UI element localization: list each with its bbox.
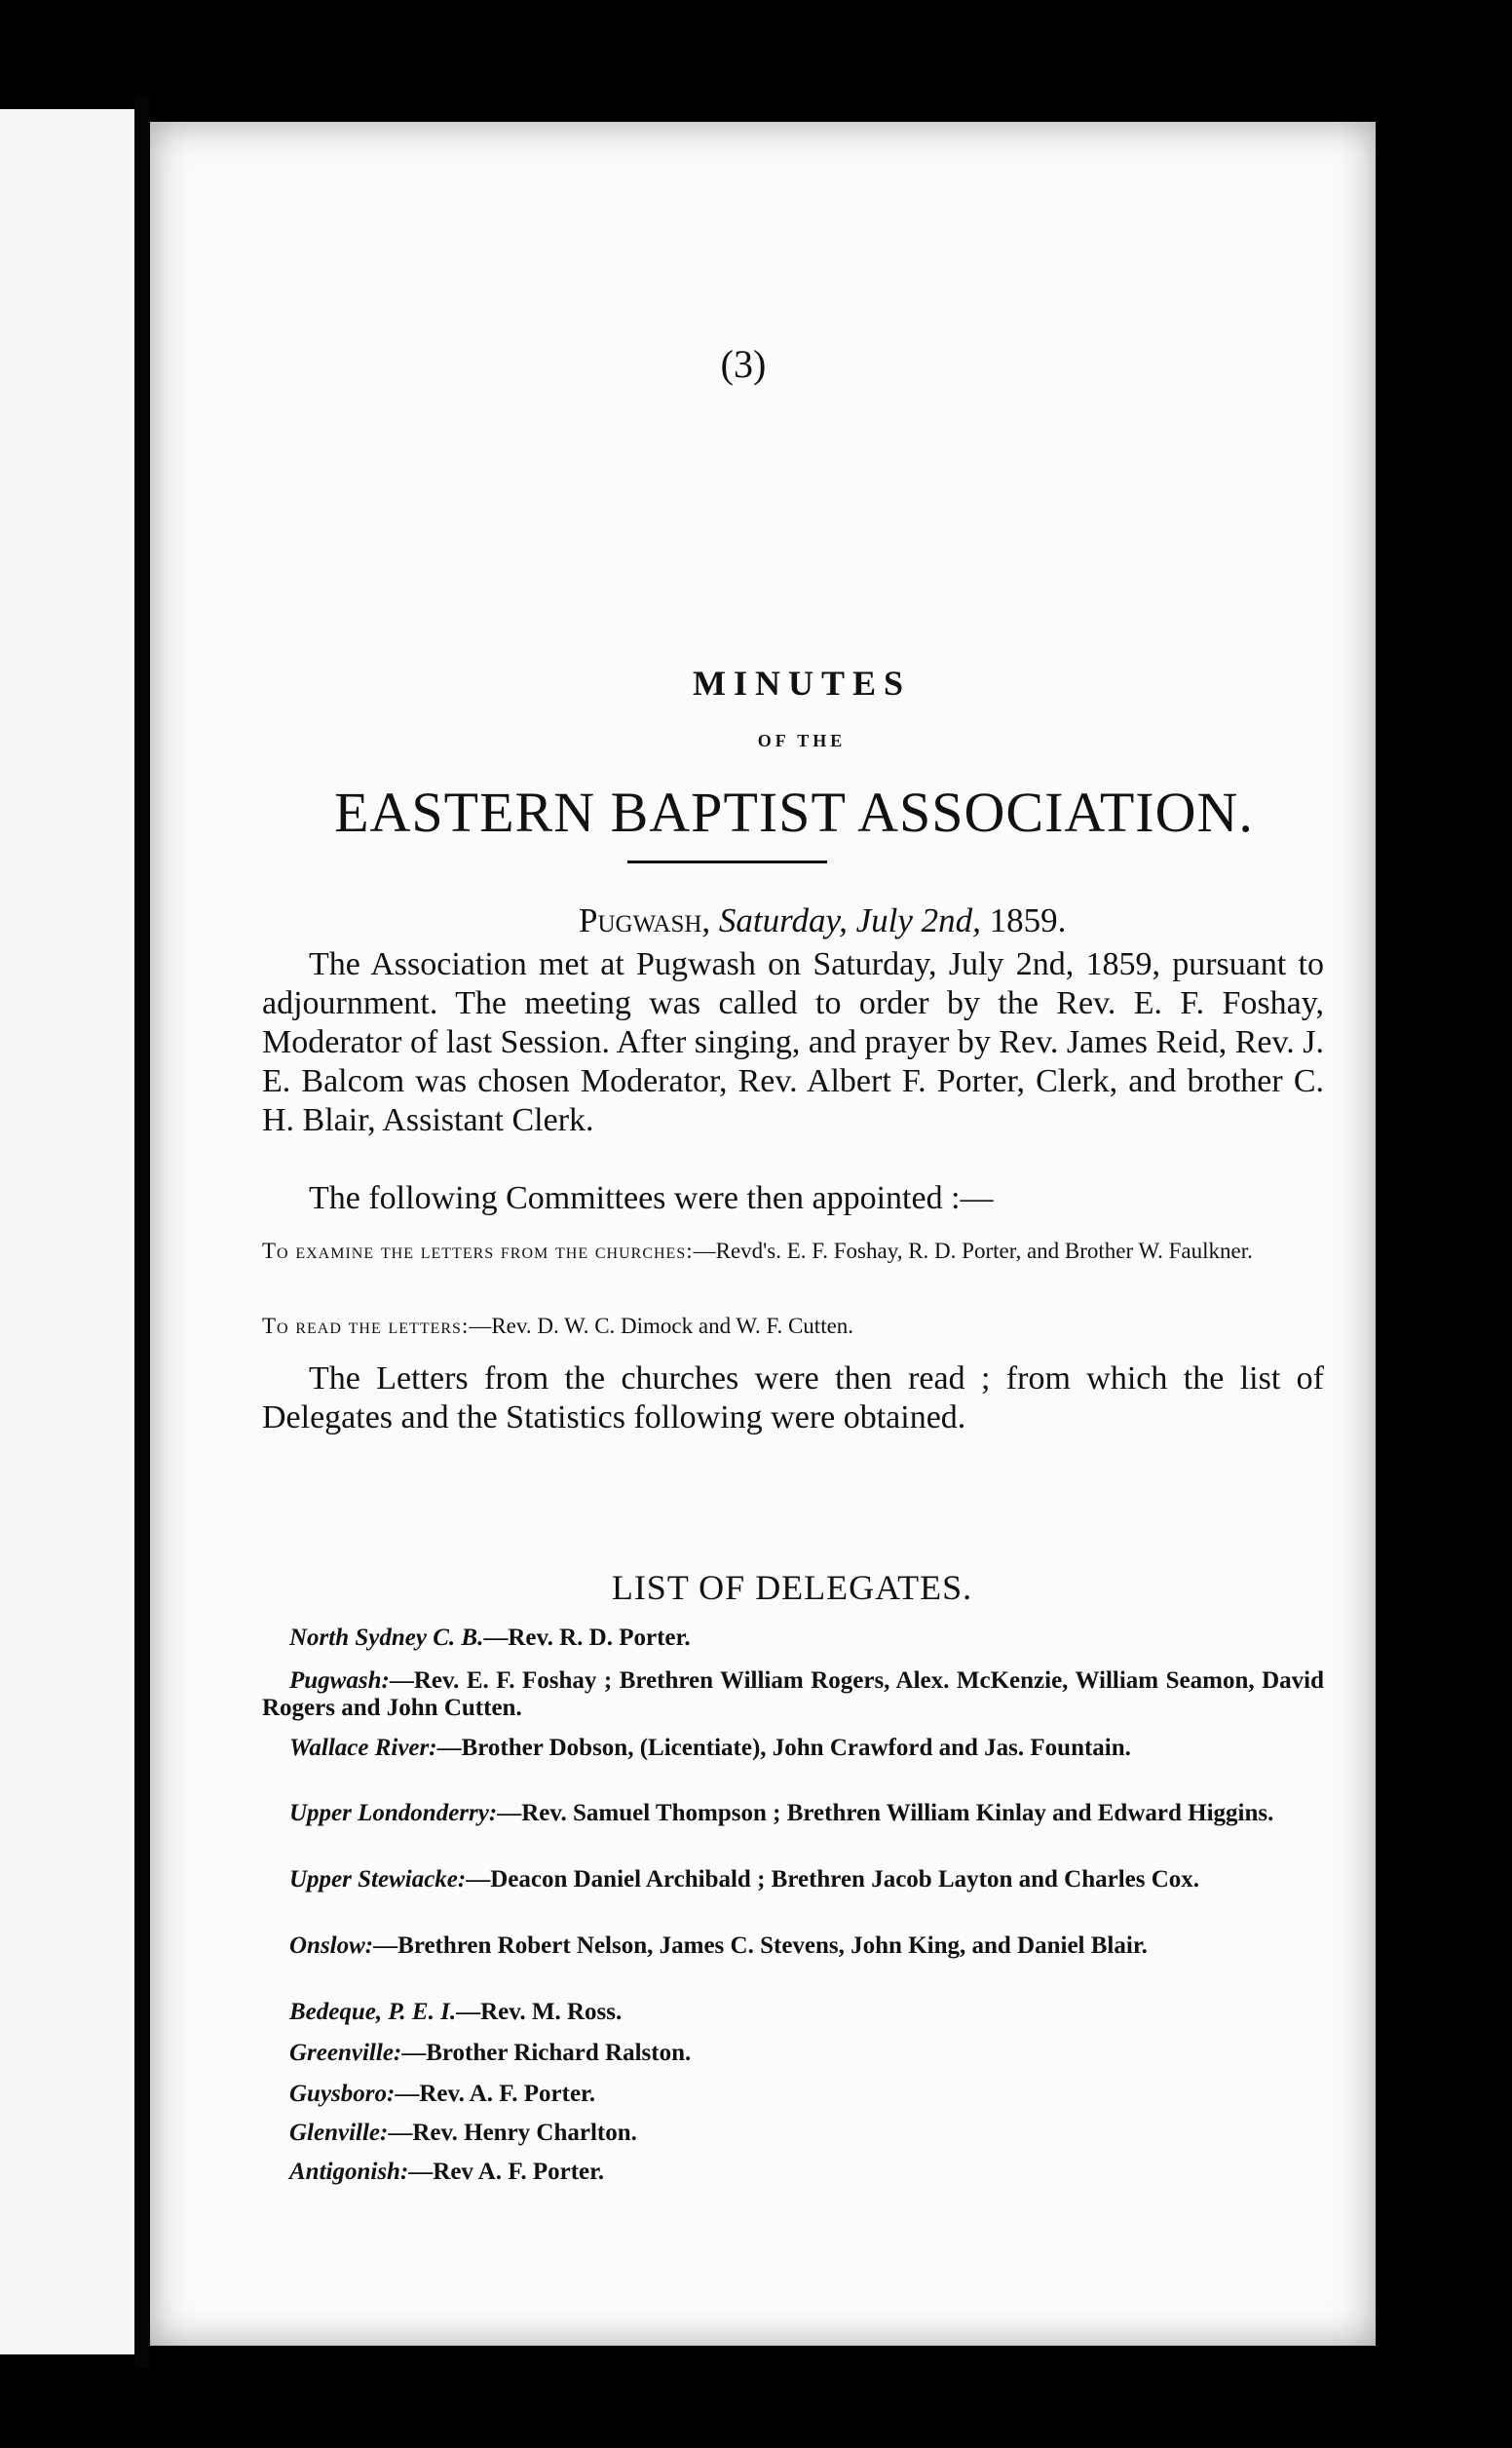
delegate-entry — [262, 2159, 1324, 2186]
delegate-entry — [262, 1866, 1324, 1893]
delegate-names: —Brethren Robert Nelson, James C. Stevens, John King, and Daniel Blair. — [373, 1932, 1148, 1959]
delegate-names: —Rev. M. Ross. — [456, 1999, 623, 2025]
delegate-church: Wallace River: — [289, 1735, 437, 1761]
delegate-names: —Rev. Samuel Thompson ; Brethren William Kinlay and Edward Higgins. — [497, 1800, 1274, 1826]
delegate-church: Upper Londonderry: — [289, 1800, 498, 1826]
dateline-date: Saturday, July 2nd, — [718, 901, 981, 939]
title-rule — [627, 861, 827, 863]
committee-examine — [262, 1238, 1351, 1265]
delegate-church: North Sydney C. B. — [289, 1625, 484, 1651]
delegate-church: Upper Stewiacke: — [289, 1866, 467, 1893]
delegate-names: —Deacon Daniel Archibald ; Brethren Jacob Layton and Charles Cox. — [466, 1866, 1200, 1893]
title-of-the: OF THE — [757, 731, 847, 750]
committee-members: —Revd's. E. F. Foshay, R. D. Porter, and Brother W. Faulkner. — [693, 1239, 1253, 1263]
committee-lead: To examine the letters from the churches: — [262, 1239, 694, 1263]
delegate-entry — [262, 2081, 1324, 2108]
paragraph-opening: The Association met at Pugwash on Saturday, July 2nd, 1859, pursuant to adjournment. The meeting was called to order by the Rev. E. F. Foshay, Moderator of last Session. After singing, and prayer by Rev. James Reid, Rev. J. E. Balcom was chosen Moderator, Rev. Albert F. Porter, Clerk, and brother C. H. Blair, Assistant Clerk. — [262, 946, 1325, 1138]
delegate-church: Pugwash: — [289, 1667, 390, 1694]
delegate-entry — [262, 2040, 1324, 2067]
delegate-church: Onslow: — [289, 1932, 374, 1959]
delegate-names: —Rev. A. F. Porter. — [395, 2081, 596, 2107]
paragraph-letters: The Letters from the churches were then read ; from which the list of Delegates and the Statistics following were obtained. — [262, 1360, 1324, 1435]
committee-read — [262, 1313, 1351, 1340]
delegate-church: Antigonish: — [289, 2159, 409, 2185]
facing-page-edge — [0, 109, 134, 2354]
list-of-delegates-heading: LIST OF DELEGATES. — [611, 1568, 973, 1607]
title-minutes: MINUTES — [692, 664, 912, 703]
delegate-church: Bedeque, P. E. I. — [289, 1999, 457, 2025]
committee-members: —Rev. D. W. C. Dimock and W. F. Cutten. — [469, 1314, 854, 1338]
page-number: (3) — [720, 342, 767, 386]
delegate-church: Guysboro: — [289, 2081, 396, 2107]
delegate-church: Greenville: — [289, 2040, 402, 2066]
delegate-entry — [262, 1800, 1324, 1827]
dateline-place: Pugwash, — [579, 901, 711, 939]
delegate-church: Glenville: — [289, 2120, 389, 2146]
delegate-names: —Rev. Henry Charlton. — [388, 2120, 637, 2146]
paragraph-committees-intro: The following Committees were then appointed :— — [309, 1180, 994, 1216]
delegate-names: —Rev. R. D. Porter. — [483, 1625, 691, 1651]
delegate-entry — [262, 1667, 1324, 1722]
delegate-entry — [262, 1999, 1324, 2026]
delegate-entry — [262, 1735, 1324, 1762]
dateline-year: 1859. — [989, 901, 1067, 939]
scan-border — [1376, 97, 1512, 2368]
delegate-entry — [262, 1625, 1324, 1652]
document-page — [150, 122, 1376, 2346]
delegate-entry — [262, 2120, 1324, 2147]
title-association: EASTERN BAPTIST ASSOCIATION. — [334, 781, 1254, 844]
delegate-names: —Rev A. F. Porter. — [408, 2159, 605, 2185]
committee-lead: To read the letters: — [262, 1314, 470, 1338]
delegate-names: —Rev. E. F. Foshay ; Brethren William Rogers, Alex. McKenzie, William Seamon, David Rogers and John Cutten. — [262, 1667, 1324, 1721]
delegate-entry — [262, 1932, 1324, 1960]
book-gutter — [134, 97, 150, 2368]
delegate-names: —Brother Dobson, (Licentiate), John Crawford and Jas. Fountain. — [436, 1735, 1131, 1761]
delegate-names: —Brother Richard Ralston. — [401, 2040, 692, 2066]
dateline — [579, 901, 1066, 940]
